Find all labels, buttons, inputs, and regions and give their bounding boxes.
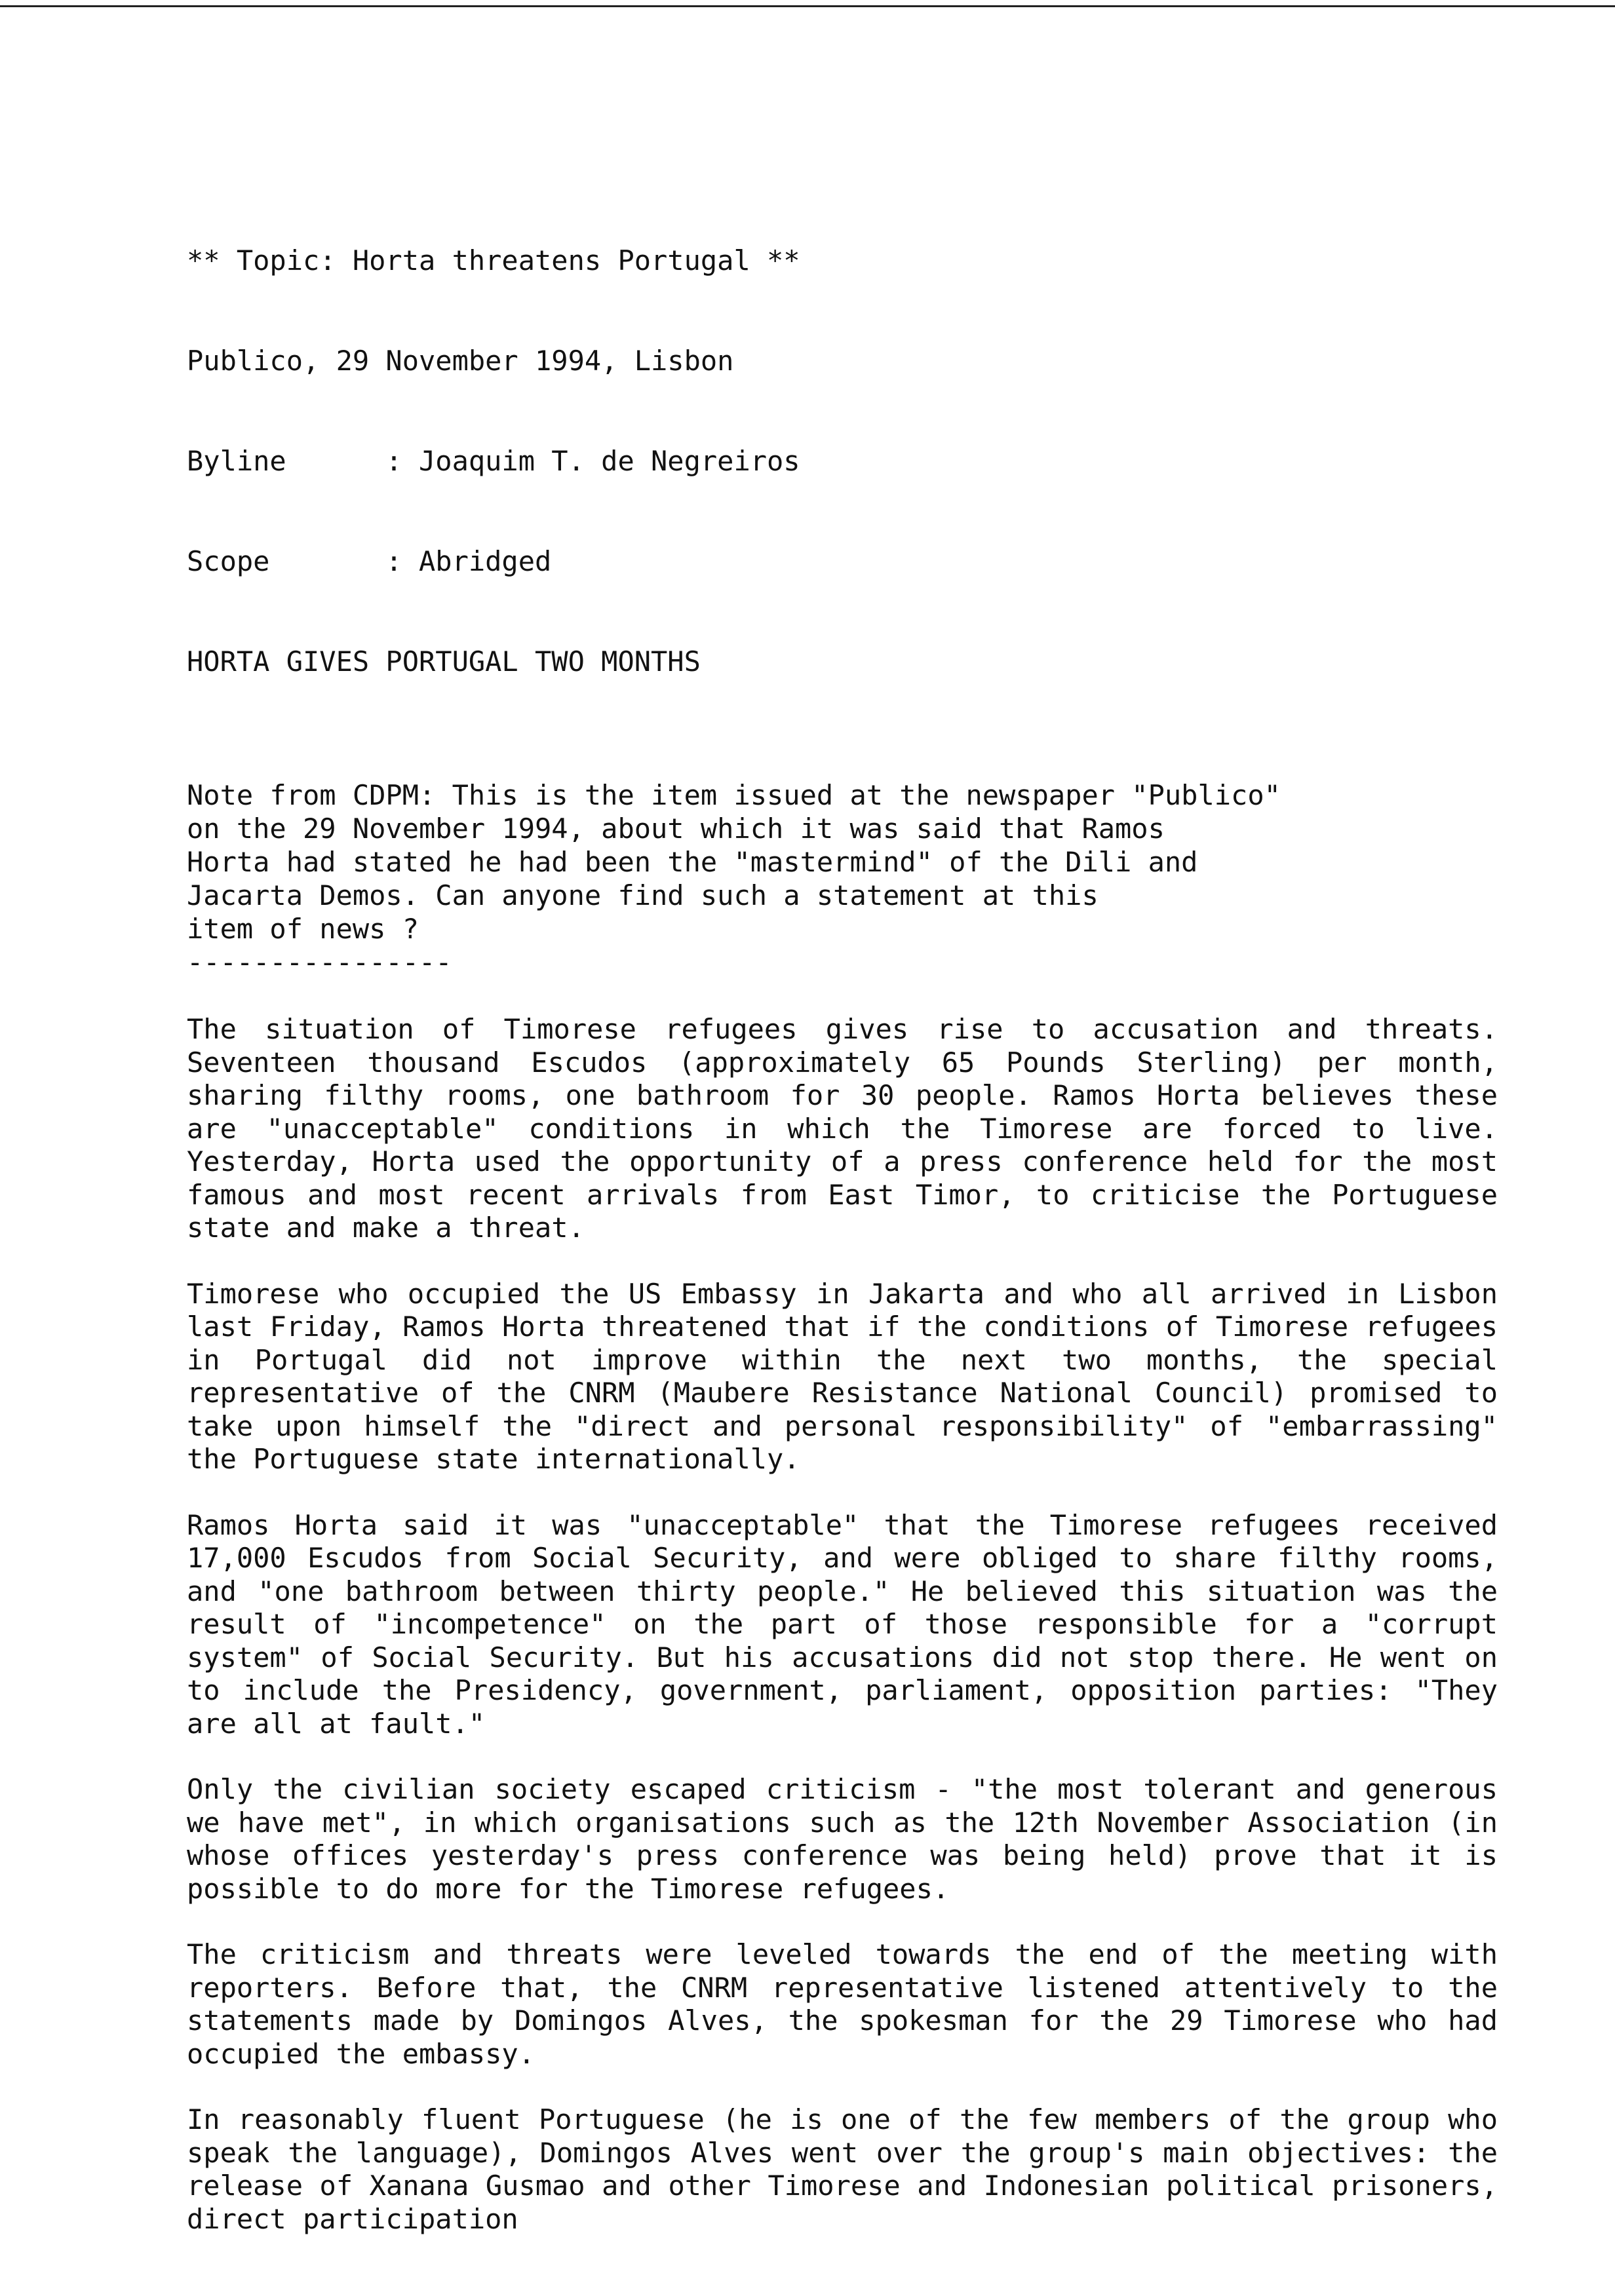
paragraph-objectives: In reasonably fluent Portuguese (he is one of the few members of the group who speak the language), Domingos Alves went over the group's main objectives: the release of Xanana Gusmao and other Timorese and Indonesian political prisoners, direct participation xyxy=(187,2103,1498,2235)
note-line: Note from CDPM: This is the item issued at the newspaper "Publico" xyxy=(187,779,1281,811)
paragraph-threat: Timorese who occupied the US Embassy in Jakarta and who all arrived in Lisbon last Friday, Ramos Horta threatened that if the conditions of Timorese refugees in Portugal did not improve within the next two months, the special representative of the CNRM (Maubere Resistance National Council) promised to take upon himself the "direct and personal responsibility" of "embarrassing" the Portuguese state internationally. xyxy=(187,1277,1498,1475)
note-line: item of news ? xyxy=(187,913,419,945)
topic-line: ** Topic: Horta threatens Portugal ** xyxy=(187,244,800,277)
article-header xyxy=(187,177,1498,745)
headline: HORTA GIVES PORTUGAL TWO MONTHS xyxy=(187,645,701,678)
paragraph-situation: The situation of Timorese refugees gives rise to accusation and threats. Seventeen thousand Escudos (approximately 65 Pounds Sterling) per month, sharing filthy rooms, one bathroom for 30 people. Ramos Horta believes these are "unacceptable" conditions in which the Timorese are forced to live. Yesterday, Horta used the opportunity of a press conference held for the most famous and most recent arrivals from East Timor, to criticise the Portuguese state and make a threat. xyxy=(187,1013,1498,1244)
paragraph-accusations: Ramos Horta said it was "unacceptable" that the Timorese refugees received 17,000 Escudos from Social Security, and were obliged to share filthy rooms, and "one bathroom between thirty people." He believed this situation was the result of "incompetence" on the part of those responsible for a "corrupt system" of Social Security. But his accusations did not stop there. He went on to include the Presidency, government, parliament, opposition parties: "They are all at fault." xyxy=(187,1508,1498,1740)
article-body xyxy=(187,1013,1498,2236)
note-line: on the 29 November 1994, about which it was said that Ramos xyxy=(187,813,1165,845)
scope-line: Scope : Abridged xyxy=(187,545,552,577)
top-scan-rule xyxy=(0,5,1615,7)
source-line: Publico, 29 November 1994, Lisbon xyxy=(187,345,734,377)
note-line: Jacarta Demos. Can anyone find such a statement at this xyxy=(187,879,1099,911)
note-line: Horta had stated he had been the "mastermind" of the Dili and xyxy=(187,846,1198,878)
paragraph-meeting: The criticism and threats were leveled towards the end of the meeting with reporters. Before that, the CNRM representative listened attentively to the statements made by Domingos Alves, the spokesman for the 29 Timorese who had occupied the embassy. xyxy=(187,1938,1498,2070)
editor-note xyxy=(187,778,1498,979)
paragraph-civil-society: Only the civilian society escaped criticism - "the most tolerant and generous we have met", in which organisations such as the 12th November Association (in whose offices yesterday's press conference was being held) prove that it is possible to do more for the Timorese refugees. xyxy=(187,1773,1498,1905)
document-page xyxy=(187,177,1498,2268)
separator: ---------------- xyxy=(187,946,452,978)
byline-line: Byline : Joaquim T. de Negreiros xyxy=(187,445,800,477)
